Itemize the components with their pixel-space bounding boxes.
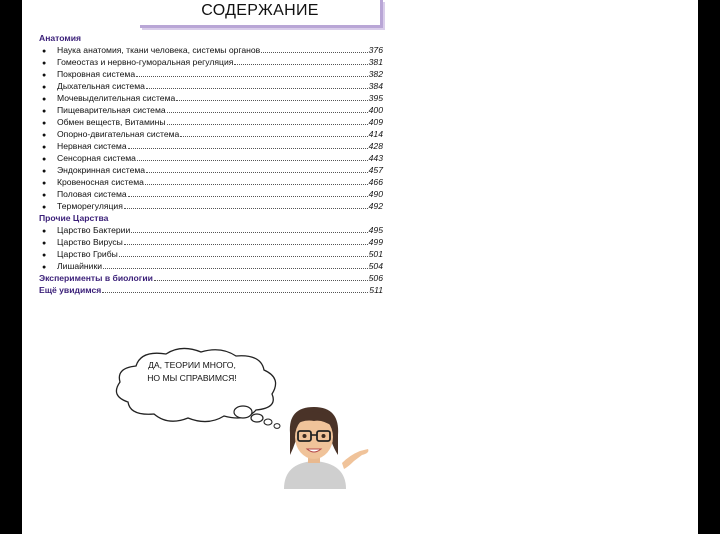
bullet-icon: ● — [42, 156, 47, 163]
entry-label: Дыхательная система — [57, 81, 145, 91]
dot-leader — [128, 196, 368, 197]
bullet-icon: ● — [42, 132, 47, 139]
bullet-icon: ● — [42, 192, 47, 199]
bullet-icon: ● — [42, 72, 47, 79]
table-of-contents — [39, 32, 383, 296]
toc-entry — [39, 188, 383, 200]
toc-entry — [39, 224, 383, 236]
bullet-icon: ● — [42, 264, 47, 271]
entry-label: Гомеостаз и нервно-гуморальная регуляция — [57, 57, 234, 67]
entry-page-number: 504 — [368, 261, 383, 271]
section-label: Эксперименты в биологии — [39, 273, 153, 283]
speech-text — [130, 359, 254, 385]
bullet-icon: ● — [42, 96, 47, 103]
entry-label: Царство Вирусы — [57, 237, 123, 247]
entry-page-number: 414 — [368, 129, 383, 139]
bullet-icon: ● — [42, 240, 47, 247]
toc-entry — [39, 68, 383, 80]
toc-entry — [39, 128, 383, 140]
toc-entry — [39, 236, 383, 248]
entry-label: Покровная система — [57, 69, 136, 79]
bullet-icon: ● — [42, 60, 47, 67]
dot-leader — [124, 244, 368, 245]
dot-leader — [146, 88, 368, 89]
entry-page-number: 501 — [368, 249, 383, 259]
speech-line-1: ДА, ТЕОРИИ МНОГО, — [148, 360, 236, 370]
dot-leader — [146, 172, 368, 173]
entry-label: Обмен веществ, Витамины — [57, 117, 166, 127]
entry-label: Эндокринная система — [57, 165, 146, 175]
entry-label: Опорно-двигательная система — [57, 129, 180, 139]
dot-leader — [124, 208, 368, 209]
toc-section-heading — [39, 272, 383, 284]
entry-page-number: 428 — [368, 141, 383, 151]
toc-entry — [39, 200, 383, 212]
toc-entry — [39, 92, 383, 104]
toc-entry — [39, 152, 383, 164]
bullet-icon: ● — [42, 144, 47, 151]
dot-leader — [137, 160, 368, 161]
entry-page-number: 490 — [368, 189, 383, 199]
entry-label: Терморегуляция — [57, 201, 123, 211]
dot-leader — [176, 100, 367, 101]
section-page-number: 511 — [369, 285, 383, 295]
dot-leader — [167, 112, 368, 113]
dot-leader — [145, 184, 368, 185]
dot-leader — [131, 232, 367, 233]
section-label: Анатомия — [39, 33, 82, 43]
entry-page-number: 466 — [368, 177, 383, 187]
toc-entry — [39, 248, 383, 260]
bullet-icon: ● — [42, 108, 47, 115]
dot-leader — [136, 76, 368, 77]
entry-label: Царство Грибы — [57, 249, 118, 259]
entry-label: Лишайники — [57, 261, 103, 271]
dot-leader — [103, 268, 368, 269]
toc-section-heading — [39, 212, 383, 224]
entry-page-number: 499 — [368, 237, 383, 247]
toc-entry — [39, 164, 383, 176]
dot-leader — [167, 124, 368, 125]
entry-label: Наука анатомия, ткани человека, системы органов — [57, 45, 261, 55]
entry-label: Кровеносная система — [57, 177, 144, 187]
memoji-avatar — [262, 403, 372, 491]
toc-section-heading — [39, 284, 383, 296]
bullet-icon: ● — [42, 228, 47, 235]
entry-page-number: 400 — [368, 105, 383, 115]
page-title: СОДЕРЖАНИЕ — [140, 0, 383, 28]
entry-page-number: 384 — [368, 81, 383, 91]
avito-watermark — [612, 496, 712, 530]
entry-label: Мочевыделительная система — [57, 93, 176, 103]
entry-page-number: 376 — [368, 45, 383, 55]
toc-entry — [39, 176, 383, 188]
entry-page-number: 443 — [368, 153, 383, 163]
bullet-icon: ● — [42, 84, 47, 91]
entry-label: Царство Бактерии — [57, 225, 131, 235]
bullet-icon: ● — [42, 168, 47, 175]
section-label: Ещё увидимся — [39, 285, 102, 295]
dot-leader — [128, 148, 368, 149]
bullet-icon: ● — [42, 180, 47, 187]
speech-line-2: НО МЫ СПРАВИМСЯ! — [147, 373, 237, 383]
toc-entry — [39, 140, 383, 152]
entry-page-number: 409 — [368, 117, 383, 127]
bullet-icon: ● — [42, 252, 47, 259]
dot-leader — [154, 272, 368, 281]
dot-leader — [261, 52, 367, 53]
section-page-number: 506 — [368, 273, 383, 283]
bullet-icon: ● — [42, 120, 47, 127]
toc-entry — [39, 116, 383, 128]
entry-page-number: 495 — [368, 225, 383, 235]
entry-label: Сенсорная система — [57, 153, 136, 163]
toc-entry — [39, 260, 383, 272]
bullet-icon: ● — [42, 48, 47, 55]
entry-label: Половая система — [57, 189, 127, 199]
toc-entry — [39, 104, 383, 116]
entry-page-number: 457 — [368, 165, 383, 175]
watermark-text: Avito — [639, 504, 684, 526]
dot-leader — [234, 64, 367, 65]
toc-entry — [39, 80, 383, 92]
entry-label: Нервная система — [57, 141, 127, 151]
toc-section-heading — [39, 32, 383, 44]
dot-leader — [180, 136, 367, 137]
dot-leader — [119, 256, 368, 257]
dot-leader — [102, 284, 368, 293]
bullet-icon: ● — [42, 204, 47, 211]
entry-label: Пищеварительная система — [57, 105, 166, 115]
toc-entry — [39, 56, 383, 68]
entry-page-number: 381 — [368, 57, 383, 67]
entry-page-number: 382 — [368, 69, 383, 79]
toc-entry — [39, 44, 383, 56]
entry-page-number: 395 — [368, 93, 383, 103]
entry-page-number: 492 — [368, 201, 383, 211]
section-label: Прочие Царства — [39, 213, 109, 223]
